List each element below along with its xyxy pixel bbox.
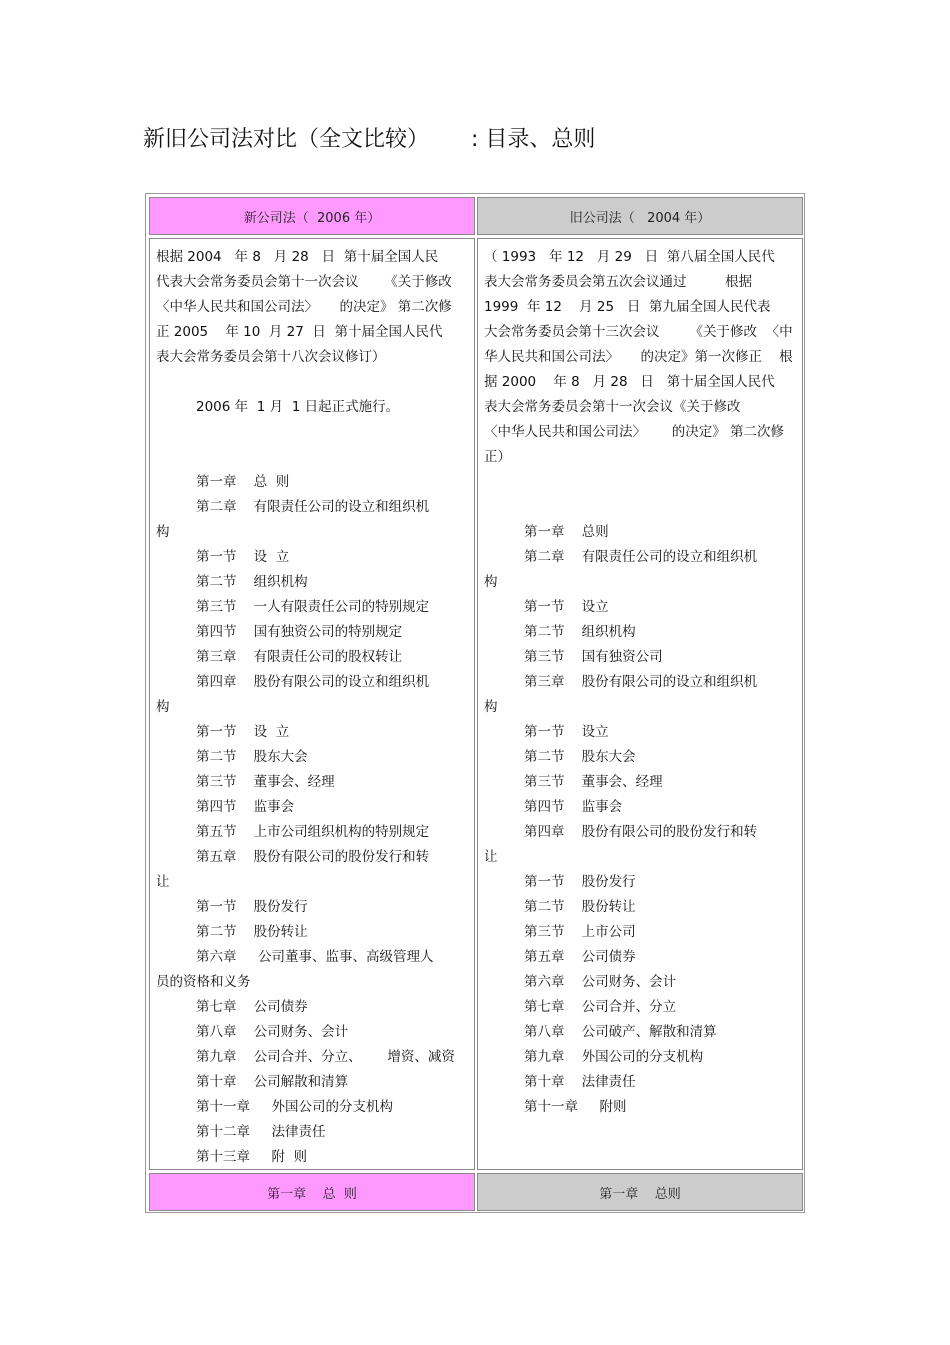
old-law-line: 第一节 设立	[524, 599, 609, 615]
old-law-line: 第六章 公司财务、会计	[524, 974, 677, 990]
old-law-line: 〈中华人民共和国公司法〉 的决定》 第二次修	[484, 424, 785, 440]
new-law-line: 正 2005 年 10 月 27 日 第十届全国人民代	[156, 324, 443, 340]
new-law-chapter-one-row: 第一章 总 则	[149, 1173, 475, 1211]
new-law-line: 代表大会常务委员会第十一次会议 《关于修改	[156, 274, 452, 290]
new-law-line: 员的资格和义务	[156, 974, 251, 990]
new-law-line: 第二章 有限责任公司的设立和组织机	[196, 499, 430, 515]
new-law-line: 表大会常务委员会第十八次会议修订）	[156, 349, 386, 365]
new-law-line: 第一节 设 立	[196, 724, 290, 740]
old-law-line: 第七章 公司合并、分立	[524, 999, 677, 1015]
new-law-line: 第十一章 外国公司的分支机构	[196, 1099, 393, 1115]
old-law-chapter-one-row: 第一章 总则	[477, 1173, 803, 1211]
old-law-line	[484, 470, 796, 495]
new-law-line: 第一节 设 立	[196, 549, 290, 565]
new-law-line: 第五章 股份有限公司的股份发行和转	[196, 849, 430, 865]
old-law-line: 第三节 董事会、经理	[524, 774, 663, 790]
old-law-line: 第三节 上市公司	[524, 924, 636, 940]
old-law-line: 1999 年 12 月 25 日 第九届全国人民代表	[484, 299, 771, 315]
old-law-line: 第二章 有限责任公司的设立和组织机	[524, 549, 758, 565]
old-law-line: 第二节 组织机构	[524, 624, 636, 640]
new-law-line: 让	[156, 874, 170, 890]
new-law-line: 第二节 股份转让	[196, 924, 308, 940]
new-law-line	[156, 370, 468, 395]
old-law-line	[484, 495, 796, 520]
old-law-line: 第十章 法律责任	[524, 1074, 636, 1090]
old-law-line: 第一节 设立	[524, 724, 609, 740]
new-law-line: 第七章 公司债券	[196, 999, 308, 1015]
new-law-header: 新公司法（ 2006 年）	[149, 197, 475, 235]
new-law-line: 2006 年 1 月 1 日起正式施行。	[196, 399, 400, 415]
old-law-line: 第十一章 附则	[524, 1099, 627, 1115]
new-law-line: 第十二章 法律责任	[196, 1124, 326, 1140]
new-law-line	[156, 445, 468, 470]
new-law-line: 第八章 公司财务、会计	[196, 1024, 349, 1040]
new-law-line: 第十三章 附 则	[196, 1149, 308, 1165]
old-law-line: 构	[484, 699, 498, 715]
new-law-line: 根据 2004 年 8 月 28 日 第十届全国人民	[156, 249, 439, 265]
new-law-line: 第二节 组织机构	[196, 574, 308, 590]
old-law-line: 第二节 股份转让	[524, 899, 636, 915]
old-law-line: 第五章 公司债券	[524, 949, 636, 965]
old-law-line: 正）	[484, 449, 511, 465]
old-law-line: 华人民共和国公司法〉 的决定》第一次修正 根	[484, 349, 793, 365]
new-law-line: 第六章 公司董事、监事、高级管理人	[196, 949, 434, 965]
new-law-line: 第九章 公司合并、分立、 增资、减资	[196, 1049, 455, 1065]
old-law-line: 第二节 股东大会	[524, 749, 636, 765]
new-law-line: 第四节 国有独资公司的特别规定	[196, 624, 403, 640]
old-law-line: 第九章 外国公司的分支机构	[524, 1049, 704, 1065]
old-law-line: 第四章 股份有限公司的股份发行和转	[524, 824, 758, 840]
new-law-line: 〈中华人民共和国公司法〉 的决定》 第二次修	[156, 299, 452, 315]
old-law-line: 表大会常务委员会第五次会议通过 根据	[484, 274, 753, 290]
page-title: 新旧公司法对比（全文比较） : 目录、总则	[143, 127, 596, 152]
old-law-line: 第一节 股份发行	[524, 874, 636, 890]
new-law-line: 构	[156, 524, 170, 540]
new-law-line: 第十章 公司解散和清算	[196, 1074, 349, 1090]
old-law-line: 构	[484, 574, 498, 590]
new-law-line: 第一章 总 则	[196, 474, 290, 490]
new-law-line: 第五节 上市公司组织机构的特别规定	[196, 824, 430, 840]
new-law-line: 第一节 股份发行	[196, 899, 308, 915]
old-law-line: 第三章 股份有限公司的设立和组织机	[524, 674, 758, 690]
old-law-contents	[477, 238, 803, 1170]
new-law-line: 第四章 股份有限公司的设立和组织机	[196, 674, 430, 690]
old-law-line: 大会常务委员会第十三次会议 《关于修改 〈中	[484, 324, 793, 340]
old-law-line: 第四节 监事会	[524, 799, 623, 815]
old-law-header: 旧公司法（ 2004 年）	[477, 197, 803, 235]
old-law-line: 据 2000 年 8 月 28 日 第十届全国人民代	[484, 374, 775, 390]
comparison-table	[145, 193, 805, 1213]
new-law-line: 第四节 监事会	[196, 799, 295, 815]
old-law-line: 第八章 公司破产、解散和清算	[524, 1024, 717, 1040]
new-law-line: 第三章 有限责任公司的股权转让	[196, 649, 403, 665]
old-law-line: 让	[484, 849, 498, 865]
new-law-contents	[149, 238, 475, 1170]
old-law-line: 表大会常务委员会第十一次会议《关于修改	[484, 399, 741, 415]
old-law-line: 第一章 总则	[524, 524, 609, 540]
new-law-line: 构	[156, 699, 170, 715]
new-law-line: 第三节 董事会、经理	[196, 774, 335, 790]
new-law-line	[156, 420, 468, 445]
new-law-line: 第二节 股东大会	[196, 749, 308, 765]
new-law-line: 第三节 一人有限责任公司的特别规定	[196, 599, 430, 615]
old-law-line: （ 1993 年 12 月 29 日 第八届全国人民代	[484, 249, 775, 265]
old-law-line: 第三节 国有独资公司	[524, 649, 663, 665]
